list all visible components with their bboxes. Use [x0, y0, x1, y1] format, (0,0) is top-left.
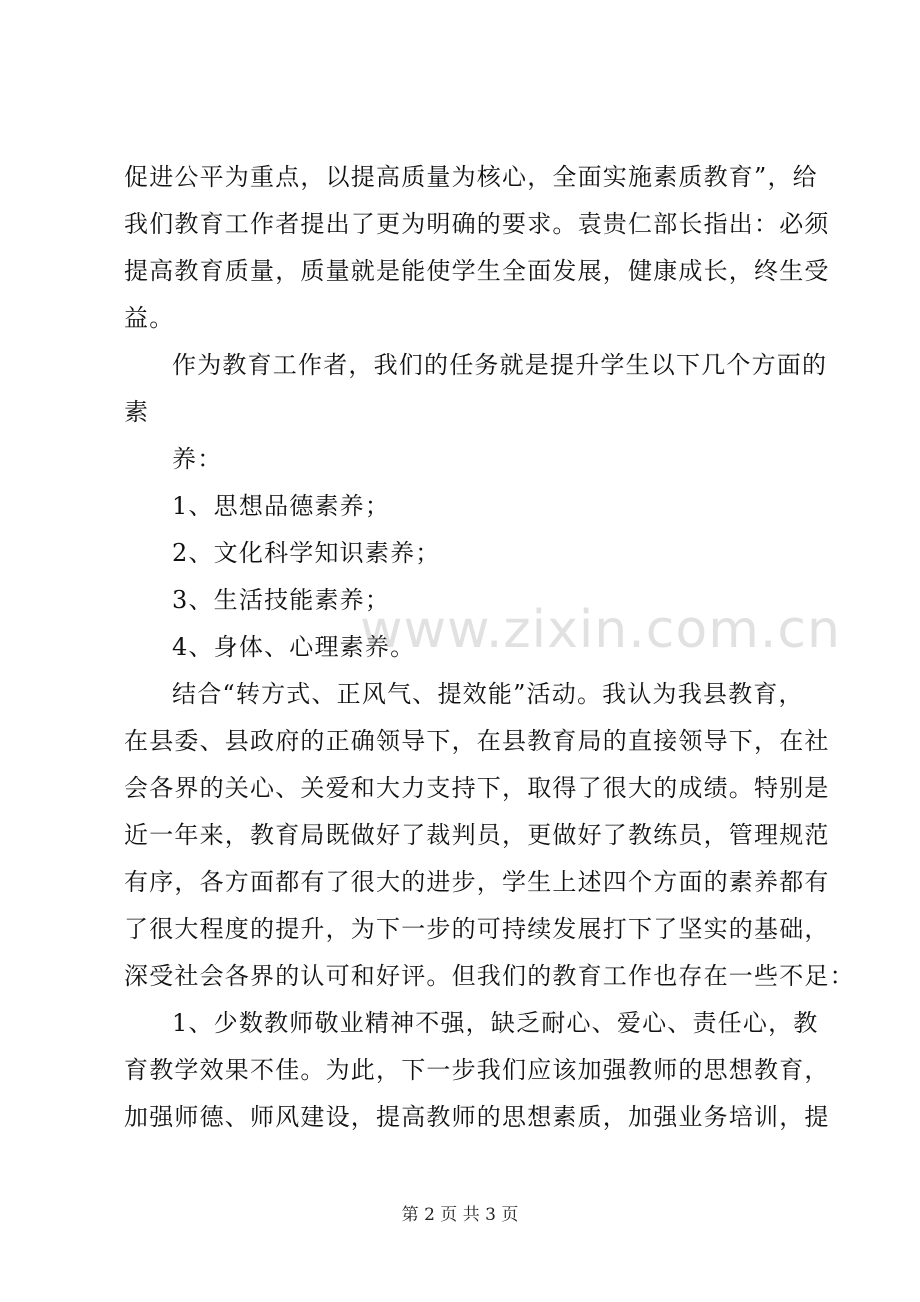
text-line: 有序，各方面都有了很大的进步，学生上述四个方面的素养都有 [124, 868, 830, 896]
watermark: www.zixin.com.cn [360, 600, 841, 660]
text-line: 2、文化科学知识素养； [172, 539, 441, 567]
text-line: 4、身体、心理素养。 [172, 633, 416, 661]
text-line: 了很大程度的提升，为下一步的可持续发展打下了坚实的基础， [124, 915, 830, 943]
document-body [124, 154, 855, 1141]
text-line: 1、思想品德素养； [172, 492, 391, 520]
page-footer: 第 2 页 共 3 页 [401, 1205, 519, 1225]
text-line: 深受社会各界的认可和好评。但我们的教育工作也存在一些不足： [124, 962, 855, 990]
text-line: 1、少数教师敬业精神不强，缺乏耐心、爱心、责任心，教 [172, 1009, 819, 1037]
text-line: 近一年来，教育局既做好了裁判员，更做好了教练员，管理规范 [124, 821, 830, 849]
text-line: 结合“转方式、正风气、提效能”活动。我认为我县教育， [172, 680, 804, 708]
text-line: 育教学效果不佳。为此，下一步我们应该加强教师的思想教育， [124, 1056, 830, 1084]
text-line: 提高教育质量，质量就是能使学生全面发展，健康成长，终生受 [124, 257, 830, 285]
text-line: 会各界的关心、关爱和大力支持下，取得了很大的成绩。特别是 [124, 774, 830, 802]
text-line: 素 [124, 398, 150, 426]
text-line: 作为教育工作者，我们的任务就是提升学生以下几个方面的 [172, 351, 828, 379]
text-line: 我们教育工作者提出了更为明确的要求。袁贵仁部长指出：必须 [124, 210, 830, 238]
text-line: 3、生活技能素养； [172, 586, 391, 614]
text-line: 益。 [124, 304, 175, 332]
text-line: 在县委、县政府的正确领导下，在县教育局的直接领导下，在社 [124, 727, 830, 755]
text-line: 促进公平为重点，以提高质量为核心，全面实施素质教育”，给 [124, 163, 818, 191]
text-line: 加强师德、师风建设，提高教师的思想素质，加强业务培训，提 [124, 1103, 830, 1131]
text-line: 养： [172, 445, 223, 473]
